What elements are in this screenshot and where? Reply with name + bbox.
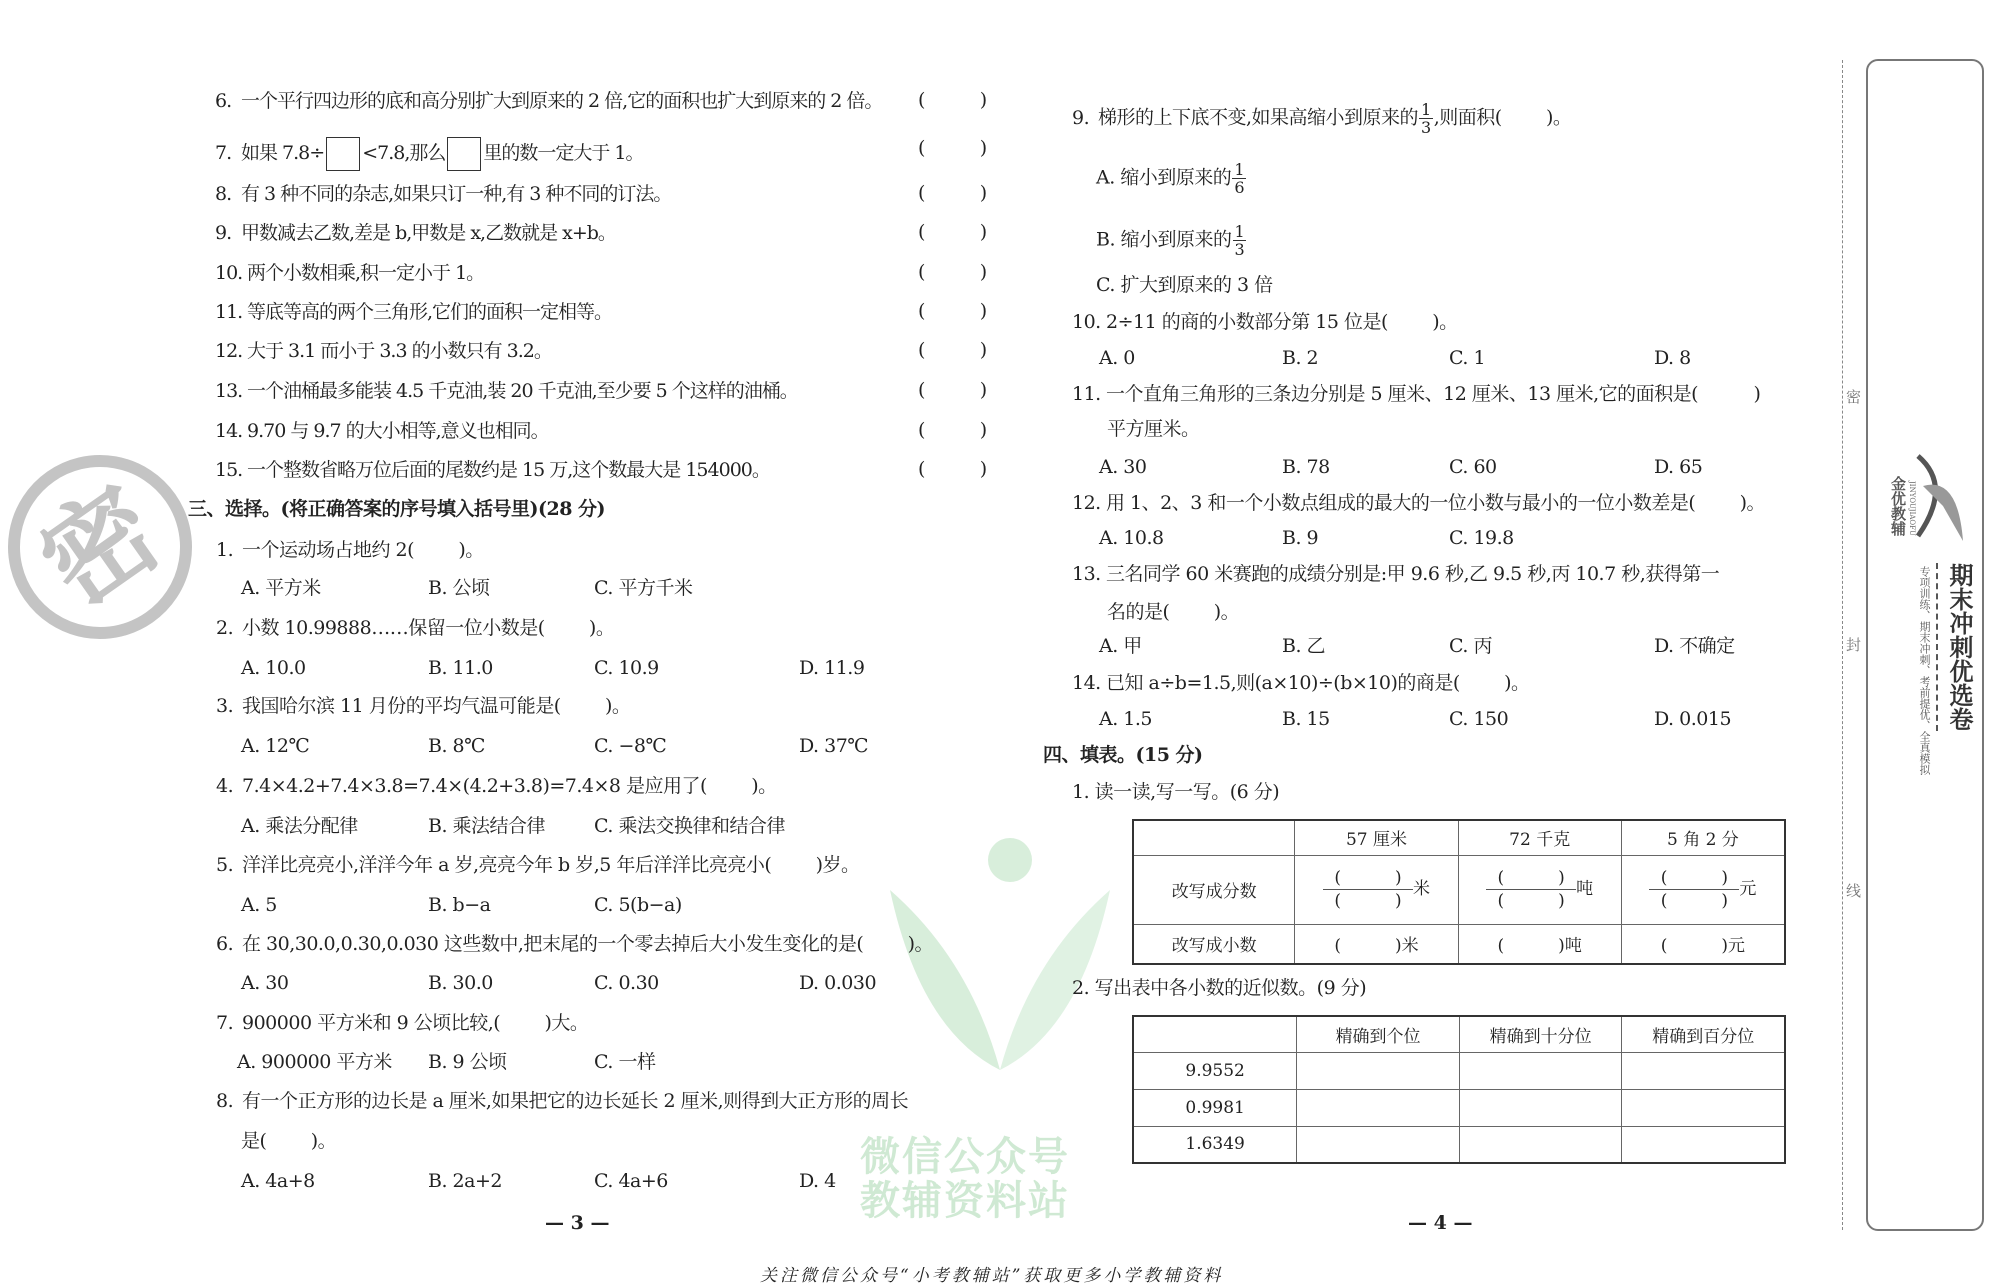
answer-option[interactable]: B. 78 xyxy=(1282,456,1330,478)
brand-logo-icon xyxy=(1908,446,1968,546)
question-number: 13. xyxy=(1072,563,1101,585)
answer-option[interactable]: C. 乘法交换律和结合律 xyxy=(594,815,785,837)
watermark-leaf-logo xyxy=(860,830,1120,1090)
answer-cell[interactable] xyxy=(1459,1126,1622,1163)
question-line xyxy=(216,694,630,718)
question-text: 有一个正方形的边长是 a 厘米,如果把它的边长延长 2 厘米,则得到大正方形的周长 xyxy=(242,1090,909,1112)
question-number: 8. xyxy=(216,1090,234,1112)
fraction xyxy=(1419,101,1433,136)
question-text: 洋洋比亮亮小,洋洋今年 a 岁,亮亮今年 b 岁,5 年后洋洋比亮亮小( )岁。 xyxy=(242,854,860,876)
question-number: 8. xyxy=(215,183,232,205)
question-number: 9. xyxy=(215,222,232,244)
answer-cell[interactable] xyxy=(1622,1089,1785,1126)
table-header-row xyxy=(1133,820,1785,855)
denominator: 6 xyxy=(1234,178,1244,197)
answer-option[interactable] xyxy=(1096,161,1247,196)
unit-label: 米 xyxy=(1401,936,1419,957)
numerator: 1 xyxy=(1234,160,1244,179)
question-text: 已知 a÷b=1.5,则(a×10)÷(b×10)的商是( )。 xyxy=(1106,672,1530,694)
table-header-cell xyxy=(1133,820,1295,855)
judgment-answer-blank[interactable]: ( ) xyxy=(918,89,988,111)
question-line xyxy=(215,419,549,443)
question-text: C. 扩大到原来的 3 倍 xyxy=(1096,274,1273,296)
question-text: B. 缩小到原来的 xyxy=(1096,228,1232,251)
question-text: 一个直角三角形的三条边分别是 5 厘米、12 厘米、13 厘米,它的面积是( ) xyxy=(1106,383,1761,405)
answer-option[interactable]: C. 一样 xyxy=(594,1051,656,1073)
question-text: A. 缩小到原来的 xyxy=(1096,166,1232,189)
approximation-table xyxy=(1132,1015,1786,1164)
answer-cell[interactable] xyxy=(1297,1089,1460,1126)
question-number: 12. xyxy=(1072,492,1101,514)
question-text: 一个整数省略万位后面的尾数约是 15 万,这个数最大是 154000。 xyxy=(247,459,770,481)
answer-option[interactable]: A. 12℃ xyxy=(241,735,310,757)
seal-label-mi: 密 xyxy=(1846,388,1862,406)
unit-label: 吨 xyxy=(1576,879,1594,899)
page-number-4: — 4 — xyxy=(1408,1212,1473,1234)
table-row-decimal xyxy=(1133,924,1785,964)
unit-label: 元 xyxy=(1728,936,1746,957)
answer-option[interactable]: A. 1.5 xyxy=(1099,708,1153,730)
conversion-table xyxy=(1132,819,1786,965)
answer-option[interactable]: A. 900000 平方米 xyxy=(237,1051,392,1073)
page-number-3: — 3 — xyxy=(545,1212,610,1234)
answer-option[interactable]: C. 0.30 xyxy=(594,972,659,994)
question-line xyxy=(216,932,933,956)
judgment-answer-blank[interactable]: ( ) xyxy=(918,261,988,283)
section-4-title: 四、填表。(15 分) xyxy=(1043,744,1203,766)
table-header-cell: 72 千克 xyxy=(1458,820,1621,855)
row-value: 0.9981 xyxy=(1133,1089,1297,1126)
question-number: 13. xyxy=(215,380,243,402)
row-value: 1.6349 xyxy=(1133,1126,1297,1163)
seal-line xyxy=(1842,60,1843,1230)
question-text: 如果 7.8÷ xyxy=(241,142,325,164)
numerator-blank[interactable]: ( ) xyxy=(1486,867,1576,890)
answer-option[interactable]: A. 乘法分配律 xyxy=(241,815,358,837)
fraction-answer-cell[interactable] xyxy=(1621,855,1785,924)
question-number: 7. xyxy=(216,1012,234,1034)
table-header-cell: 精确到个位 xyxy=(1297,1016,1460,1052)
judgment-answer-blank[interactable]: ( ) xyxy=(918,379,988,401)
answer-option[interactable]: B. 2a+2 xyxy=(428,1170,502,1192)
answer-box[interactable] xyxy=(326,137,360,171)
question-number: 6. xyxy=(215,90,232,112)
question-text: ,则面积( )。 xyxy=(1433,106,1572,129)
answer-option[interactable]: A. 4a+8 xyxy=(241,1170,315,1192)
answer-option[interactable]: B. 2 xyxy=(1282,347,1319,369)
answer-option[interactable]: C. 19.8 xyxy=(1449,527,1514,549)
question-number: 3. xyxy=(216,695,234,717)
question-line xyxy=(1072,310,1458,334)
subquestion-1: 1. 读一读,写一写。(6 分) xyxy=(1072,781,1280,803)
question-line xyxy=(216,1011,588,1035)
numerator: 1 xyxy=(1421,100,1431,119)
table-row xyxy=(1133,1126,1785,1163)
question-text: 里的数一定大于 1。 xyxy=(483,142,644,164)
answer-option[interactable]: A. 30 xyxy=(241,972,289,994)
question-text: 有 3 种不同的杂志,如果只订一种,有 3 种不同的订法。 xyxy=(241,183,672,205)
question-text: 梯形的上下底不变,如果高缩小到原来的 xyxy=(1098,106,1419,129)
decimal-blank[interactable]: ( ) xyxy=(1497,936,1565,957)
series-title: 期末冲刺优选卷 xyxy=(1936,563,1977,731)
seal-label-xian: 线 xyxy=(1846,882,1862,900)
answer-cell[interactable] xyxy=(1622,1052,1785,1089)
fraction xyxy=(1233,223,1247,258)
denominator-blank[interactable]: ( ) xyxy=(1497,891,1565,911)
table-header-cell: 精确到百分位 xyxy=(1622,1016,1785,1052)
decimal-answer-cell[interactable] xyxy=(1621,924,1785,964)
answer-cell[interactable] xyxy=(1622,1126,1785,1163)
question-number: 10. xyxy=(1072,311,1101,333)
table-row-fraction xyxy=(1133,855,1785,924)
question-text: 大于 3.1 而小于 3.3 的小数只有 3.2。 xyxy=(247,340,552,362)
answer-option[interactable]: C. 平方千米 xyxy=(594,577,693,599)
decimal-answer-cell[interactable] xyxy=(1458,924,1621,964)
question-number: 4. xyxy=(216,775,234,797)
question-text: 7.4×4.2+7.4×3.8=7.4×(4.2+3.8)=7.4×8 是应用了( )。 xyxy=(242,775,777,797)
question-number: 12. xyxy=(215,340,243,362)
table-row xyxy=(1133,1089,1785,1126)
denominator-blank[interactable]: ( ) xyxy=(1334,891,1402,911)
question-number: 9. xyxy=(1072,106,1090,129)
question-line xyxy=(1072,491,1765,515)
answer-option[interactable]: B. 30.0 xyxy=(428,972,493,994)
denominator: 3 xyxy=(1234,240,1245,259)
question-number: 10. xyxy=(215,262,243,284)
answer-option[interactable]: D. 4 xyxy=(799,1170,836,1192)
answer-option[interactable]: C. 5(b−a) xyxy=(594,894,682,916)
answer-option[interactable]: D. 不确定 xyxy=(1654,635,1735,657)
question-text: 两个小数相乘,积一定小于 1。 xyxy=(247,262,485,284)
question-number: 7. xyxy=(215,142,232,164)
answer-option[interactable]: D. 8 xyxy=(1654,347,1691,369)
row-value: 9.9552 xyxy=(1133,1052,1297,1089)
judgment-answer-blank[interactable]: ( ) xyxy=(918,182,988,204)
numerator: 1 xyxy=(1234,222,1245,241)
question-text: 900000 平方米和 9 公顷比较,( )大。 xyxy=(242,1012,589,1034)
answer-option[interactable]: C. 10.9 xyxy=(594,657,659,679)
answer-option[interactable]: D. 65 xyxy=(1654,456,1703,478)
question-line xyxy=(215,182,671,206)
question-line xyxy=(215,458,770,482)
table-header-row xyxy=(1133,1016,1785,1052)
answer-option[interactable]: D. 0.015 xyxy=(1654,708,1732,730)
watermark-line-1: 微信公众号 xyxy=(860,1134,1070,1180)
answer-option[interactable]: D. 0.030 xyxy=(799,972,877,994)
table-header-cell: 5 角 2 分 xyxy=(1621,820,1785,855)
table-header-cell xyxy=(1133,1016,1297,1052)
question-line xyxy=(216,853,860,877)
question-text: 三名同学 60 米赛跑的成绩分别是:甲 9.6 秒,乙 9.5 秒,丙 10.7 秒,获得第一 xyxy=(1106,563,1720,585)
question-text: <7.8,那么 xyxy=(362,142,446,164)
answer-option[interactable]: A. 30 xyxy=(1099,456,1147,478)
question-line xyxy=(215,137,644,171)
question-line xyxy=(1072,382,1760,406)
fraction xyxy=(1232,161,1246,196)
answer-option[interactable]: D. 37℃ xyxy=(799,735,869,757)
brand-name-en: JINYOUJIAOFU xyxy=(1908,481,1916,536)
fraction-blank[interactable] xyxy=(1649,867,1739,912)
answer-option[interactable]: B. 乘法结合律 xyxy=(428,815,546,837)
brand-sidebar xyxy=(1866,59,1984,1231)
question-text: 小数 10.99888……保留一位小数是( )。 xyxy=(242,617,615,639)
question-line xyxy=(216,774,777,798)
question-text: 2÷11 的商的小数部分第 15 位是( )。 xyxy=(1106,311,1458,333)
decimal-blank[interactable]: ( ) xyxy=(1334,936,1402,957)
judgment-answer-blank[interactable]: ( ) xyxy=(918,137,988,159)
series-slogan: 专项训练、期末冲刺、考前提优、全真模拟 xyxy=(1918,566,1931,775)
question-line xyxy=(1072,101,1571,136)
numerator-blank[interactable]: ( ) xyxy=(1323,867,1413,890)
question-text: 一个平行四边形的底和高分别扩大到原来的 2 倍,它的面积也扩大到原来的 2 倍。 xyxy=(241,90,883,112)
answer-option[interactable]: A. 5 xyxy=(241,894,277,916)
question-number: 1. xyxy=(216,539,234,561)
question-text: 9.70 与 9.7 的大小相等,意义也相同。 xyxy=(247,420,549,442)
denominator-blank[interactable]: ( ) xyxy=(1660,891,1729,911)
denominator: 3 xyxy=(1421,118,1431,137)
answer-option[interactable]: B. 9 公顷 xyxy=(428,1051,507,1073)
judgment-answer-blank[interactable]: ( ) xyxy=(918,458,988,480)
question-number: 14. xyxy=(1072,672,1101,694)
row-label: 改写成分数 xyxy=(1133,855,1295,924)
fraction-blank[interactable] xyxy=(1323,867,1413,912)
watermark-line-2: 教辅资料站 xyxy=(860,1178,1070,1224)
answer-option[interactable]: A. 10.0 xyxy=(241,657,306,679)
unit-label: 吨 xyxy=(1564,936,1582,957)
question-number: 11. xyxy=(1072,383,1101,405)
table-header-cell: 57 厘米 xyxy=(1295,820,1458,855)
answer-option[interactable]: A. 0 xyxy=(1099,347,1135,369)
answer-option[interactable]: C. 60 xyxy=(1449,456,1497,478)
question-line xyxy=(215,300,612,324)
question-text: 甲数减去乙数,差是 b,甲数是 x,乙数就是 x+b。 xyxy=(241,222,616,244)
answer-cell[interactable] xyxy=(1297,1052,1460,1089)
question-line xyxy=(216,1089,908,1113)
answer-option[interactable]: A. 10.8 xyxy=(1099,527,1164,549)
footer-note: 关注微信公众号“小考教辅站”获取更多小学教辅资料 xyxy=(760,1266,1224,1286)
answer-cell[interactable] xyxy=(1459,1052,1622,1089)
answer-option[interactable]: B. 8℃ xyxy=(428,735,485,757)
subquestion-2: 2. 写出表中各小数的近似数。(9 分) xyxy=(1072,977,1367,999)
answer-option[interactable]: B. 乙 xyxy=(1282,635,1326,657)
answer-box[interactable] xyxy=(447,137,481,171)
question-text: 在 30,30.0,0.30,0.030 这些数中,把末尾的一个零去掉后大小发生变化的是( )。 xyxy=(242,933,934,955)
answer-option[interactable]: B. b−a xyxy=(428,894,491,916)
decimal-answer-cell[interactable] xyxy=(1295,924,1458,964)
answer-option[interactable]: B. 9 xyxy=(1282,527,1319,549)
question-continuation: 平方厘米。 xyxy=(1107,418,1200,440)
answer-option[interactable]: C. 150 xyxy=(1449,708,1509,730)
judgment-answer-blank[interactable]: ( ) xyxy=(918,300,988,322)
question-text: 一个油桶最多能装 4.5 千克油,装 20 千克油,至少要 5 个这样的油桶。 xyxy=(247,380,798,402)
question-number: 15. xyxy=(215,459,243,481)
question-continuation: 名的是( )。 xyxy=(1107,601,1240,623)
answer-cell[interactable] xyxy=(1297,1126,1460,1163)
question-number: 2. xyxy=(216,617,234,639)
answer-cell[interactable] xyxy=(1459,1089,1622,1126)
question-line xyxy=(215,379,798,403)
answer-option[interactable] xyxy=(1096,273,1273,297)
question-number: 14. xyxy=(215,420,243,442)
judgment-answer-blank[interactable]: ( ) xyxy=(918,339,988,361)
decimal-blank[interactable]: ( ) xyxy=(1660,936,1729,957)
answer-option[interactable]: C. 4a+6 xyxy=(594,1170,668,1192)
question-line xyxy=(215,339,552,363)
brand-name: 金优教辅 xyxy=(1889,476,1907,536)
judgment-answer-blank[interactable]: ( ) xyxy=(918,419,988,441)
fraction-answer-cell[interactable] xyxy=(1458,855,1621,924)
table-row xyxy=(1133,1052,1785,1089)
row-label: 改写成小数 xyxy=(1133,924,1295,964)
question-number: 6. xyxy=(216,933,234,955)
question-text: 用 1、2、3 和一个小数点组成的最大的一位小数与最小的一位小数差是( )。 xyxy=(1106,492,1765,514)
answer-option[interactable]: C. −8℃ xyxy=(594,735,667,757)
answer-option[interactable]: B. 11.0 xyxy=(428,657,493,679)
question-text: 等底等高的两个三角形,它们的面积一定相等。 xyxy=(247,301,613,323)
section-3-title: 三、选择。(将正确答案的序号填入括号里)(28 分) xyxy=(188,498,606,520)
unit-label: 元 xyxy=(1739,879,1757,899)
numerator-blank[interactable]: ( ) xyxy=(1649,867,1739,890)
question-line xyxy=(1072,562,1719,586)
question-line xyxy=(1072,671,1530,695)
seal-label-feng: 封 xyxy=(1846,636,1862,654)
question-line xyxy=(215,261,484,285)
question-continuation: 是( )。 xyxy=(241,1130,337,1152)
answer-option[interactable]: B. 15 xyxy=(1282,708,1330,730)
question-line xyxy=(215,89,882,113)
table-header-cell: 精确到十分位 xyxy=(1459,1016,1622,1052)
answer-option[interactable] xyxy=(1096,223,1247,258)
question-text: 我国哈尔滨 11 月份的平均气温可能是( )。 xyxy=(242,695,631,717)
question-line xyxy=(215,221,616,245)
answer-option[interactable]: A. 甲 xyxy=(1099,635,1142,657)
question-line xyxy=(216,538,484,562)
secret-stamp: 密 xyxy=(0,419,228,675)
answer-option[interactable]: A. 平方米 xyxy=(241,577,321,599)
judgment-answer-blank[interactable]: ( ) xyxy=(918,221,988,243)
question-number: 5. xyxy=(216,854,234,876)
answer-option[interactable]: D. 11.9 xyxy=(799,657,865,679)
answer-option[interactable]: C. 1 xyxy=(1449,347,1486,369)
answer-option[interactable]: C. 丙 xyxy=(1449,635,1492,657)
question-text: 一个运动场占地约 2( )。 xyxy=(242,539,484,561)
question-number: 11. xyxy=(215,301,243,323)
answer-option[interactable]: B. 公顷 xyxy=(428,577,490,599)
question-line xyxy=(216,616,614,640)
fraction-blank[interactable] xyxy=(1486,867,1576,912)
unit-label: 米 xyxy=(1412,879,1430,899)
fraction-answer-cell[interactable] xyxy=(1295,855,1458,924)
